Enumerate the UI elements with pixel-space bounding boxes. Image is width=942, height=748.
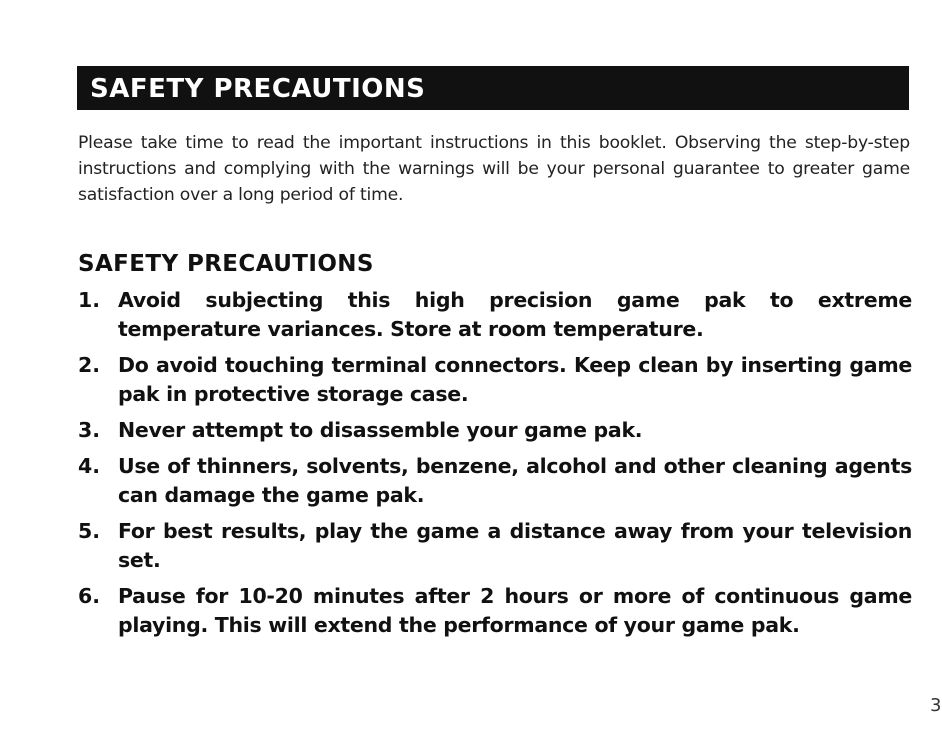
list-item-text: Do avoid touching terminal connectors. Keep clean by inserting game pak in protective storage case.: [118, 353, 912, 406]
intro-paragraph: Please take time to read the important instructions in this booklet. Observing the step-by-step instructions and complying with the warnings will be your personal guarantee to greater game satisfaction over a long period of time.: [78, 133, 910, 205]
precautions-list: [78, 286, 912, 647]
list-item-number: 6.: [78, 584, 101, 608]
list-item-number: 5.: [78, 519, 101, 543]
list-item-text: Never attempt to disassemble your game pak.: [118, 418, 643, 442]
list-item: [78, 452, 912, 510]
list-item: [78, 416, 912, 445]
list-item-text: Use of thinners, solvents, benzene, alcohol and other cleaning agents can damage the game pak.: [118, 454, 912, 507]
list-item-text: Avoid subjecting this high precision game pak to extreme temperature variances. Store at room temperature.: [118, 288, 912, 341]
list-item-number: 3.: [78, 418, 101, 442]
list-item-text: Pause for 10-20 minutes after 2 hours or more of continuous game playing. This will extend the performance of your game pak.: [118, 584, 912, 637]
list-item: [78, 517, 912, 575]
section-heading: SAFETY PRECAUTIONS: [78, 251, 374, 277]
list-item-number: 2.: [78, 353, 101, 377]
list-item-number: 4.: [78, 454, 101, 478]
list-item: [78, 351, 912, 409]
page-number: 3: [930, 695, 942, 716]
list-item-text: For best results, play the game a distance away from your television set.: [118, 519, 912, 572]
title-banner: [77, 66, 909, 110]
list-item: [78, 286, 912, 344]
list-item: [78, 582, 912, 640]
banner-title: SAFETY PRECAUTIONS: [90, 74, 426, 104]
list-item-number: 1.: [78, 288, 101, 312]
